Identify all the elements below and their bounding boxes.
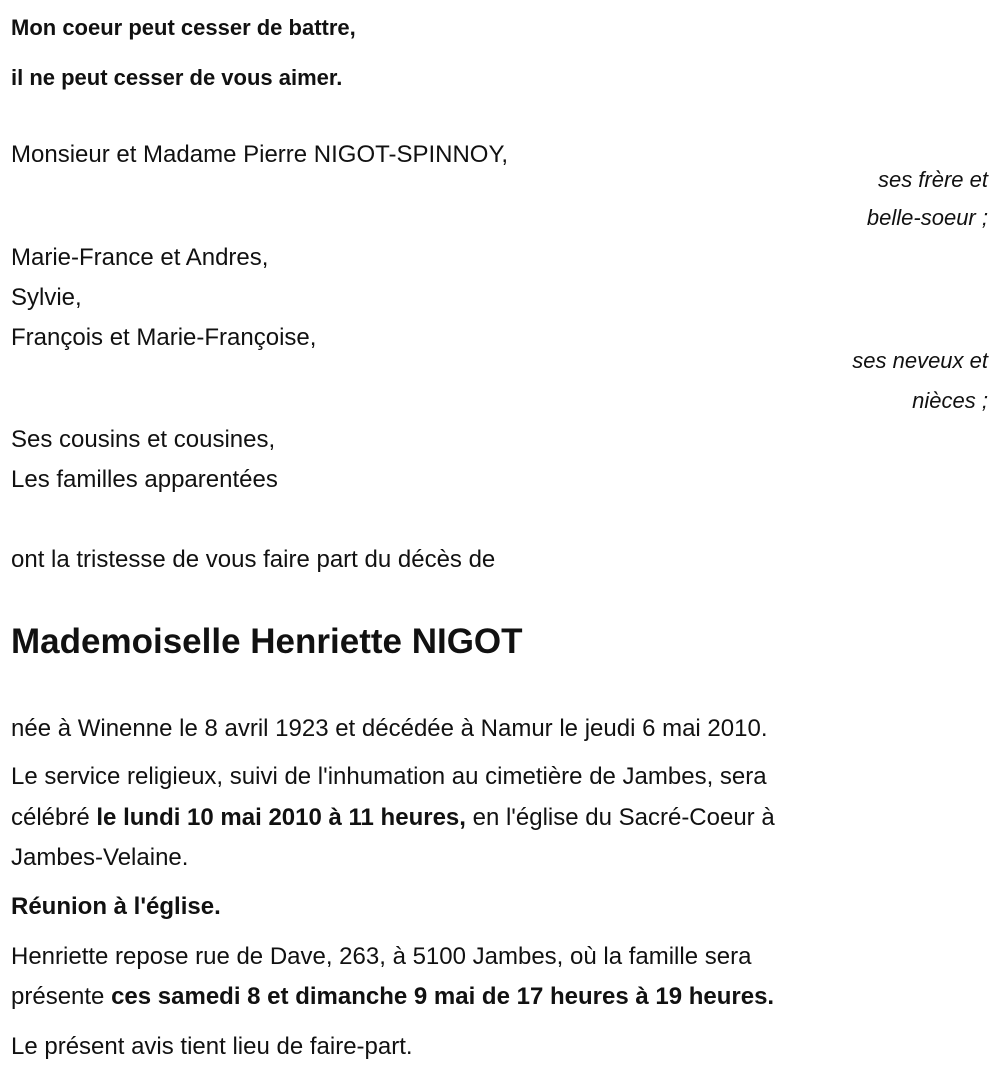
rest-line-2 [11,982,774,1012]
nephew-line: François et Marie-Françoise, [11,324,317,351]
text: présente [11,983,112,1010]
others-line: Ses cousins et cousines, [11,426,276,453]
epigraph-line-1: Mon coeur peut cesser de battre, [11,15,356,40]
rest-line-1: Henriette repose rue de Dave, 263, à 5100 Jambes, où la famille sera [11,943,752,970]
nephew-line: Marie-France et Andres, [11,244,269,271]
meeting: Réunion à l'église. [11,893,221,920]
deceased-name: Mademoiselle Henriette NIGOT [11,622,523,661]
nephews-role-2: nièces ; [912,388,988,413]
text: célébré [11,804,97,831]
nephews-role-1: ses neveux et [852,348,988,373]
epigraph-line-2: il ne peut cesser de vous aimer. [11,65,343,90]
announcement: ont la tristesse de vous faire part du décès de [11,546,496,573]
siblings-role-1: ses frère et [877,167,988,192]
service-line-2 [11,803,775,833]
nephew-line: Sylvie, [11,284,82,311]
text: en l'église du Sacré-Coeur à [465,804,775,831]
service-line-3: Jambes-Velaine. [11,844,189,871]
visiting-hours: ces samedi 8 et dimanche 9 mai de 17 heures à 19 heures. [111,983,775,1010]
closing: Le présent avis tient lieu de faire-part. [11,1033,413,1060]
service-date: le lundi 10 mai 2010 à 11 heures, [96,804,466,831]
birth-death: née à Winenne le 8 avril 1923 et décédée à Namur le jeudi 6 mai 2010. [11,715,768,742]
siblings: Monsieur et Madame Pierre NIGOT-SPINNOY, [11,141,509,168]
siblings-role-2: belle-soeur ; [866,205,988,230]
others-line: Les familles apparentées [11,466,278,493]
service-line-1: Le service religieux, suivi de l'inhumation au cimetière de Jambes, sera [11,763,767,790]
